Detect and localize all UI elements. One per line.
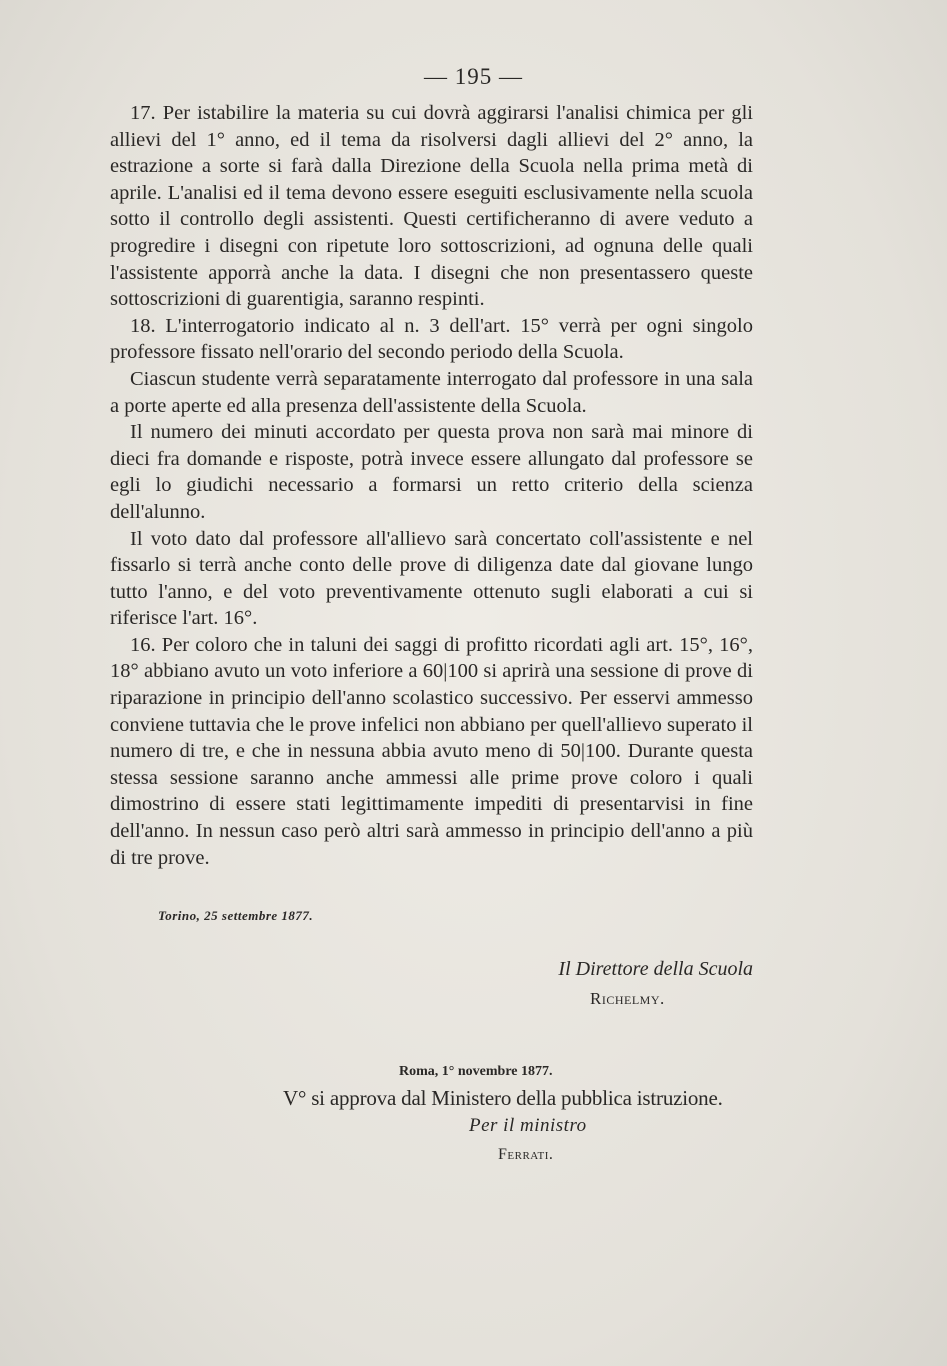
paragraph-art-16: 16. Per coloro che in taluni dei saggi di profitto ricordati agli art. 15°, 16°, 18° abbiano avuto un voto inferiore a 60|100 si aprirà una sessione di prove di riparazione in principio dell'anno scolastico successivo. Per esservi ammesso conviene tuttavia che le prove infelici non abbiano per quell'allievo superato il numero di tre, e che in nessuna abbia avuto meno di 50|100. Durante questa stessa sessione saranno anche ammessi alle prime prove coloro i quali dimostrino di essere stati legittimamente impediti di presentarvisi in fine dell'anno. In nessun caso però altri sarà ammesso in principio dell'anno a più di tre prove. [110, 633, 753, 869]
paragraph-minutes: Il numero dei minuti accordato per questa prova non sarà mai minore di dieci fra domande e risposte, potrà invece essere allungato dal professore se egli lo giudichi necessario a formarsi un retto criterio della scienza dell'alunno. [110, 421, 753, 523]
signature-name: Richelmy. [590, 989, 665, 1008]
paragraph-art-18: 18. L'interrogatorio indicato al n. 3 dell'art. 15° verrà per ogni singolo professore fissato nell'orario del secondo periodo della Scuola. [110, 314, 753, 364]
paragraph-art-17: 17. Per istabilire la materia su cui dovrà aggirarsi l'analisi chimica per gli allievi del 1° anno, ed il tema da risolversi dagli allievi del 2° anno, la estrazione a sorte si farà dalla Direzione della Scuola nella prima metà di aprile. L'analisi ed il tema devono essere eseguiti esclusivamente nella scuola sotto il controllo degli assistenti. Questi certificheranno di avere veduto a progredire i disegni con ripetute loro sottoscrizioni, ad ognuna delle quali l'assistente apporrà anche la data. I disegni che non presentassero queste sottoscrizioni di guarentigia, saranno respinti. [110, 102, 753, 311]
approval-name: Ferrati. [498, 1146, 554, 1163]
approval-text: V° si approva dal Ministero della pubblica istruzione. [283, 1086, 723, 1110]
paragraph-interrogation: Ciascun studente verrà separatamente interrogato dal professore in una sala a porte aperte ed alla presenza dell'assistente della Scuola. [110, 367, 753, 417]
approval-date: Roma, 1° novembre 1877. [399, 1064, 553, 1079]
page-number: — 195 — [424, 64, 523, 89]
signature-title: Il Direttore della Scuola [558, 958, 753, 980]
signature-place-date: Torino, 25 settembre 1877. [158, 908, 314, 923]
approval-per: Per il ministro [469, 1115, 587, 1136]
body-text [110, 100, 753, 871]
paragraph-vote: Il voto dato dal professore all'allievo sarà concertato coll'assistente e nel fissarlo si terrà anche conto delle prove di diligenza date dal giovane lungo tutto l'anno, e del voto preventivamente ottenuto sugli elaborati a cui si riferisce l'art. 16°. [110, 527, 753, 630]
